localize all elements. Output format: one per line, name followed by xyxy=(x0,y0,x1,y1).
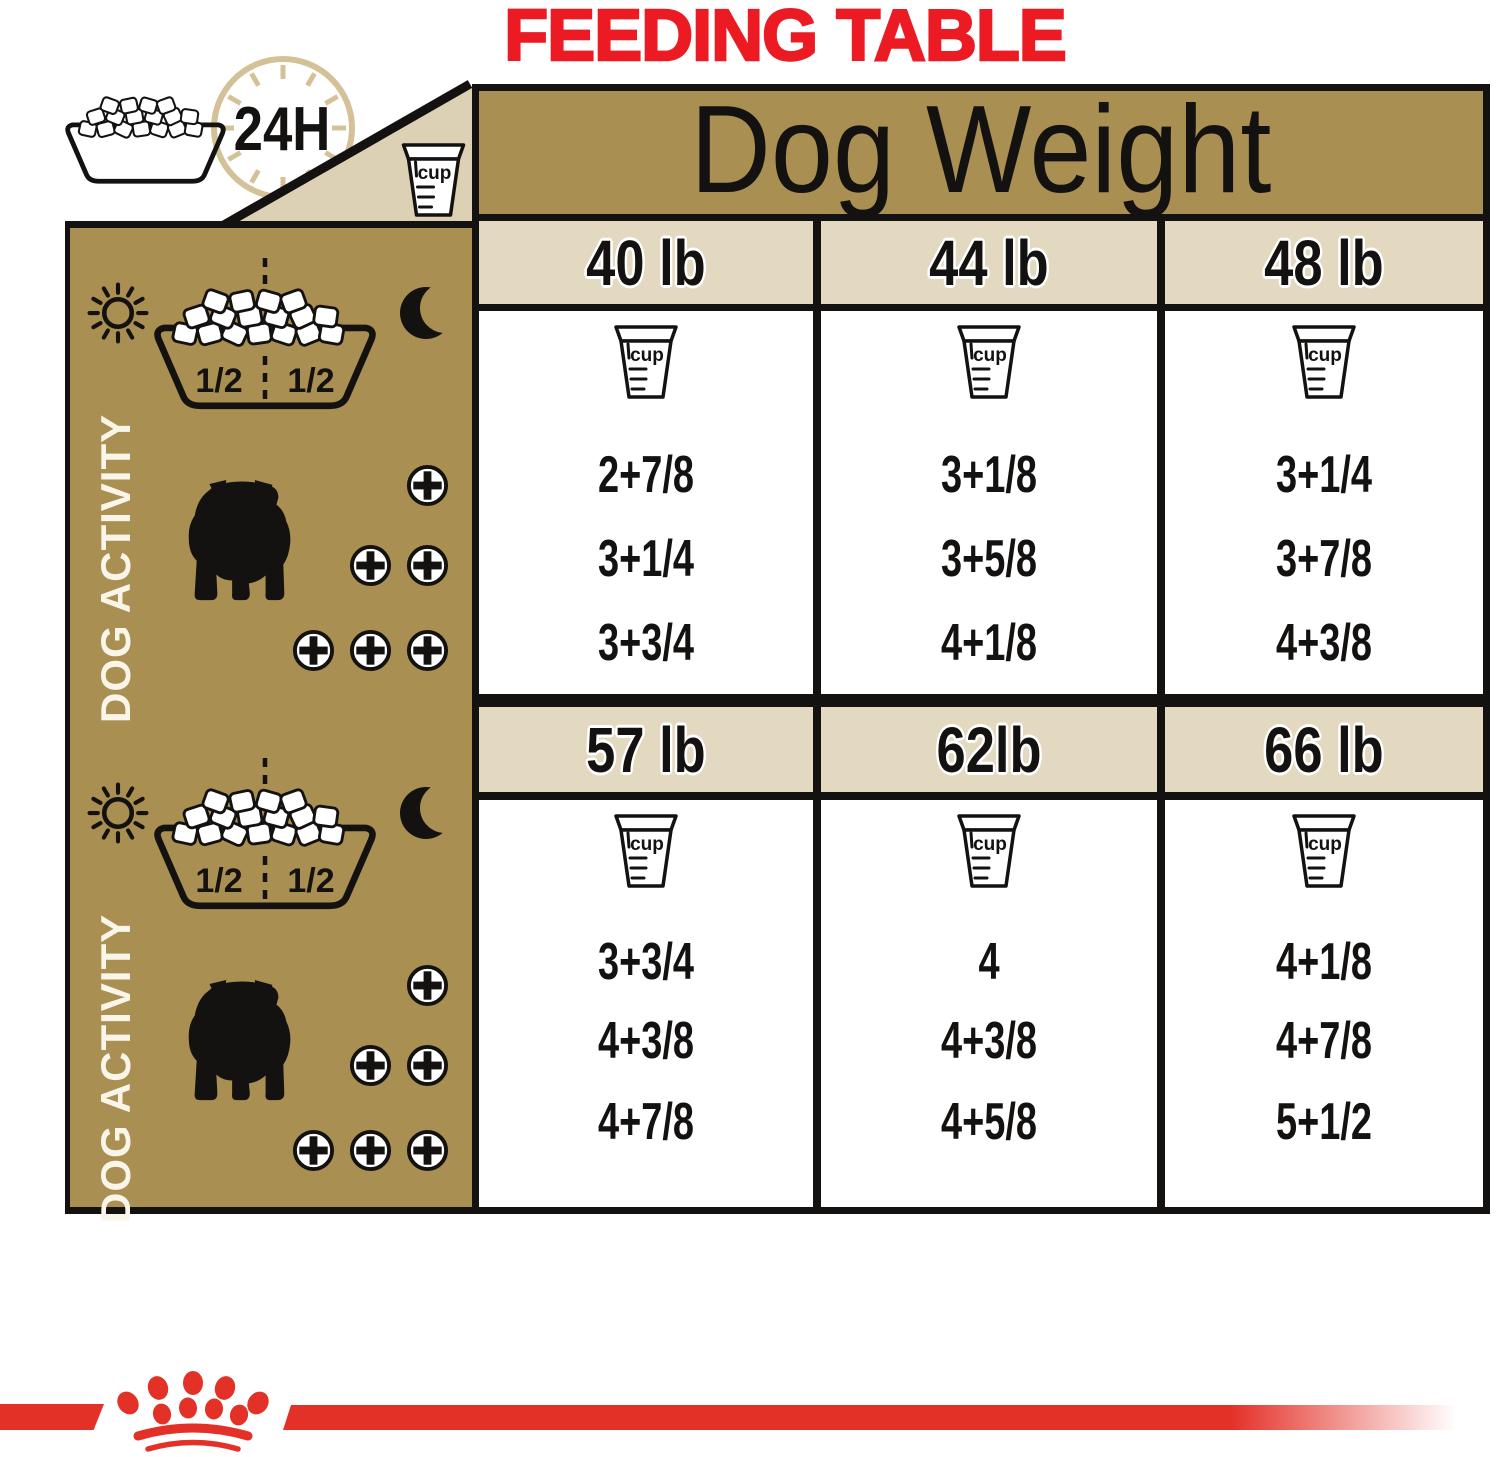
amount-value: 2+7/8 xyxy=(597,446,695,504)
plus-icon xyxy=(405,963,450,1008)
cup-icon xyxy=(1291,813,1357,889)
bulldog-silhouette-icon xyxy=(185,980,295,1106)
amount-value: 3+1/4 xyxy=(597,530,695,588)
red-band-right xyxy=(283,1405,1468,1430)
plus-icon xyxy=(405,628,450,673)
dog-activity-label: DOG ACTIVITY xyxy=(92,413,139,723)
amount-value: 4+3/8 xyxy=(1275,614,1373,672)
plus-icon xyxy=(291,628,336,673)
page-title: FEEDING TABLE xyxy=(504,0,1066,76)
amount-cell xyxy=(1157,311,1483,707)
weight-header: 48 lb xyxy=(1157,221,1483,311)
cup-icon xyxy=(400,142,467,218)
amount-cell xyxy=(813,311,1157,707)
amount-value: 4+1/8 xyxy=(1275,933,1373,991)
activity-level-1-icons xyxy=(405,963,450,1008)
activity-level-2-icons xyxy=(348,1043,450,1088)
activity-level-1-icons xyxy=(405,463,450,508)
dog-weight-title: Dog Weight xyxy=(690,80,1272,219)
amount-value: 4+7/8 xyxy=(1275,1012,1373,1070)
plus-icon xyxy=(348,628,393,673)
hours-label: 24H xyxy=(233,95,331,164)
feeding-grid xyxy=(479,221,1483,1207)
weight-header: 40 lb xyxy=(479,221,813,311)
dog-activity-label: DOG ACTIVITY xyxy=(92,913,139,1223)
moon-icon xyxy=(400,283,454,343)
amount-value: 3+3/4 xyxy=(597,614,695,672)
plus-icon xyxy=(348,1043,393,1088)
activity-section-2 xyxy=(70,740,472,1223)
amount-value: 3+5/8 xyxy=(940,530,1038,588)
amount-value: 3+7/8 xyxy=(1275,530,1373,588)
red-band-left xyxy=(0,1404,104,1430)
activity-level-3-icons xyxy=(291,1128,450,1173)
weight-header: 57 lb xyxy=(479,707,813,800)
plus-icon xyxy=(348,1128,393,1173)
cup-icon xyxy=(613,324,679,400)
amount-value: 4 xyxy=(978,933,1000,991)
half-label-right: 1/2 xyxy=(287,862,335,900)
plus-icon xyxy=(405,463,450,508)
feeding-table xyxy=(472,80,1490,1214)
sun-icon xyxy=(85,280,151,346)
amount-value: 3+1/8 xyxy=(940,446,1038,504)
amount-value: 3+3/4 xyxy=(597,933,695,991)
plus-icon xyxy=(348,543,393,588)
amount-cell xyxy=(479,311,813,707)
amount-value: 5+1/2 xyxy=(1275,1093,1373,1151)
royal-canin-crown-logo xyxy=(100,1368,290,1457)
weight-header: 66 lb xyxy=(1157,707,1483,800)
amount-cell xyxy=(1157,800,1483,1207)
cup-icon xyxy=(956,324,1022,400)
amount-value: 4+3/8 xyxy=(940,1012,1038,1070)
cup-icon xyxy=(956,813,1022,889)
amount-cell xyxy=(813,800,1157,1207)
bulldog-silhouette-icon xyxy=(185,480,295,606)
moon-icon xyxy=(400,783,454,843)
half-label-left: 1/2 xyxy=(195,362,243,400)
activity-section-1 xyxy=(70,240,472,723)
dog-activity-sidebar xyxy=(65,221,472,1223)
half-label-right: 1/2 xyxy=(287,362,335,400)
activity-level-2-icons xyxy=(348,543,450,588)
plus-icon xyxy=(405,1043,450,1088)
plus-icon xyxy=(291,1128,336,1173)
plus-icon xyxy=(405,1128,450,1173)
amount-value: 4+7/8 xyxy=(597,1093,695,1151)
half-label-left: 1/2 xyxy=(195,862,243,900)
cup-icon xyxy=(613,813,679,889)
plus-icon xyxy=(405,543,450,588)
split-meal-bowl-icon xyxy=(148,758,382,910)
sun-icon xyxy=(85,780,151,846)
cup-icon xyxy=(1291,324,1357,400)
weight-header: 62lb xyxy=(813,707,1157,800)
activity-level-3-icons xyxy=(291,628,450,673)
amount-value: 3+1/4 xyxy=(1275,446,1373,504)
amount-value: 4+1/8 xyxy=(940,614,1038,672)
amount-value: 4+3/8 xyxy=(597,1012,695,1070)
split-meal-bowl-icon xyxy=(148,258,382,410)
amount-cell xyxy=(479,800,813,1207)
dog-weight-band xyxy=(479,80,1483,221)
weight-header: 44 lb xyxy=(813,221,1157,311)
amount-value: 4+5/8 xyxy=(940,1093,1038,1151)
